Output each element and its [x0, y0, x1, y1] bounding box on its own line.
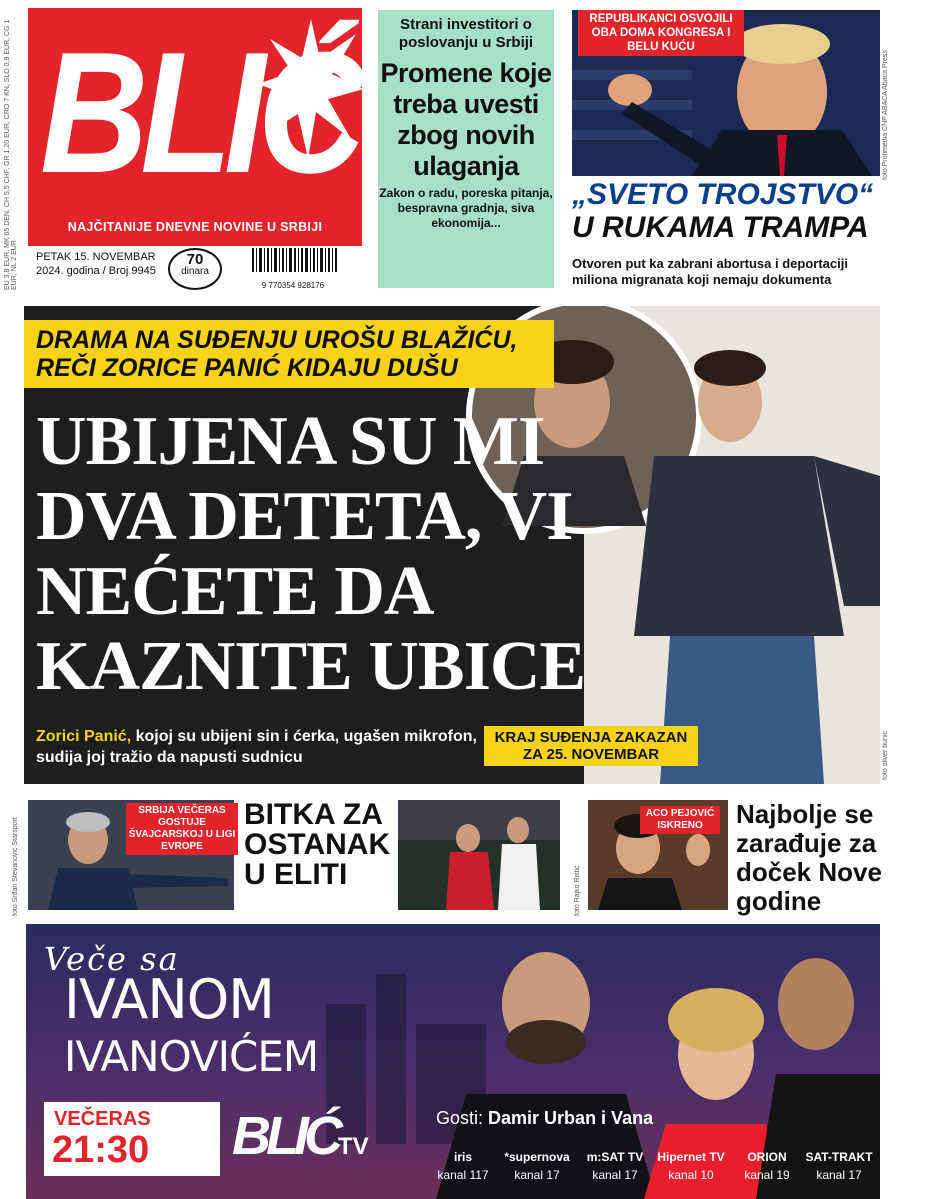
channel-number: kanal 17 — [514, 1168, 560, 1182]
teaser-headline: Promene koje treba uvesti zbog novih ulaganja — [380, 58, 552, 181]
channel-number: kanal 117 — [437, 1168, 489, 1182]
price-unit: dinara — [181, 266, 209, 277]
tv-script-title: Veče sa — [44, 940, 180, 978]
channel-name: m:SAT TV — [586, 1150, 644, 1164]
channel-number: kanal 10 — [668, 1168, 714, 1182]
teaser-kicker: Strani investitori o poslovanju u Srbiji — [398, 16, 534, 51]
trump-kicker: REPUBLIKANCI OSVOJILI OBA DOMA KONGRESA I BELU KUĆU — [578, 10, 744, 56]
channel-hipernet — [654, 1148, 728, 1184]
channel-name: *supernova — [504, 1150, 570, 1164]
sports-headline[interactable]: BITKA ZA OSTANAK U ELITI — [244, 798, 391, 891]
tv-host-last-name: IVANOVIĆEM — [64, 1032, 319, 1081]
logo: BLIĆ — [40, 15, 358, 209]
tv-logo-text: BLIĆ — [232, 1106, 338, 1166]
channel-number: kanal 17 — [592, 1168, 638, 1182]
issue-number: 2024. godina / Broj 9945 — [36, 265, 156, 277]
blic-tv-logo — [232, 1106, 369, 1177]
aco-headline[interactable]: Najbolje se zarađuje za doček Nove godine — [736, 799, 882, 916]
channel-name: ORION — [747, 1150, 787, 1164]
barcode-icon — [238, 248, 348, 276]
teaser-sub: Zakon o radu, poreska pitanja, bespravna gradnja, siva ekonomija... — [379, 186, 553, 230]
photo-credit: foto Srđan Stevanović Starsport — [12, 817, 19, 916]
channel-msat — [578, 1148, 652, 1184]
aco-kicker: ACO PEJOVIĆ ISKRENO — [640, 806, 720, 834]
main-sub-name: Zorici Panić, — [36, 728, 132, 745]
tv-logo-suffix: TV — [337, 1133, 369, 1160]
channel-name: Hipernet TV — [657, 1150, 725, 1164]
tv-guests — [436, 1108, 653, 1129]
trump-headline-2[interactable]: U RUKAMA TRAMPA — [572, 211, 869, 244]
main-headline[interactable]: UBIJENA SU MI DVA DETETA, VI NEĆETE DA KAZNITE UBICE — [36, 403, 586, 705]
channel-name: iris — [453, 1150, 472, 1164]
main-sub-text: kojoj su ubijeni sin i ćerka, ugašen mikrofon, sudija joj tražio da napusti sudnicu — [36, 728, 477, 766]
channel-sat-trakt — [802, 1148, 876, 1184]
football-match-photo[interactable] — [398, 800, 560, 910]
football-photo-image — [398, 800, 560, 910]
teaser-investors[interactable] — [378, 10, 554, 288]
main-subheadline — [36, 726, 506, 768]
trial-date-badge: KRAJ SUĐENJA ZAKAZAN ZA 25. NOVEMBAR — [484, 726, 698, 766]
masthead-logo-block[interactable] — [28, 8, 362, 246]
photo-credit: foto oliver bunic — [882, 730, 889, 780]
trump-headline-1[interactable]: „SVETO TROJSTVO“ — [572, 178, 874, 211]
main-kicker: DRAMA NA SUĐENJU UROŠU BLAŽIĆU, REČI ZORICE PANIĆ KIDAJU DUŠU — [24, 320, 554, 388]
tv-host-first-name: IVANOM — [64, 968, 274, 1031]
price-badge — [168, 248, 222, 290]
channel-number: kanal 19 — [744, 1168, 790, 1182]
tv-tonight-label: VEČERAS — [54, 1108, 151, 1130]
channel-number: kanal 17 — [816, 1168, 862, 1182]
tagline: NAJČITANIJE DNEVNE NOVINE U SRBIJI — [67, 220, 323, 234]
photo-credit: foto Profimedia CNP ABACA Abaca Press — [882, 50, 889, 180]
barcode — [238, 248, 348, 290]
channel-iris — [426, 1148, 500, 1184]
channel-orion — [730, 1148, 804, 1184]
issue-date: PETAK 15. NOVEMBAR — [36, 251, 156, 263]
tv-airtime: 21:30 — [52, 1129, 150, 1171]
barcode-number: 9 770354 928176 — [261, 281, 325, 290]
sports-kicker: SRBIJA VEČERAS GOSTUJE ŠVAJCARSKOJ U LIGI EVROPE — [126, 803, 238, 855]
date-line — [36, 250, 156, 278]
channel-name: SAT-TRAKT — [805, 1150, 873, 1164]
tv-guests-names: Damir Urban i Vana — [488, 1108, 654, 1128]
trump-subheadline: Otvoren put ka zabrani abortusa i deportaciji miliona migranata koji nemaju dokumenta — [572, 256, 848, 287]
tv-guests-label: Gosti: — [436, 1108, 484, 1128]
side-prices: EU 3,8 EUR, MK 65 DEN, CH 5,5 CHF, GR 1,20 EUR, CRO 7 KN, SLO 0,9 EUR, CG 1 EUR, NL 2 EUR — [4, 19, 18, 290]
channel-supernova — [500, 1148, 574, 1184]
price-value: 70 — [186, 251, 204, 268]
photo-credit: foto Rajko Ristić — [574, 865, 581, 916]
